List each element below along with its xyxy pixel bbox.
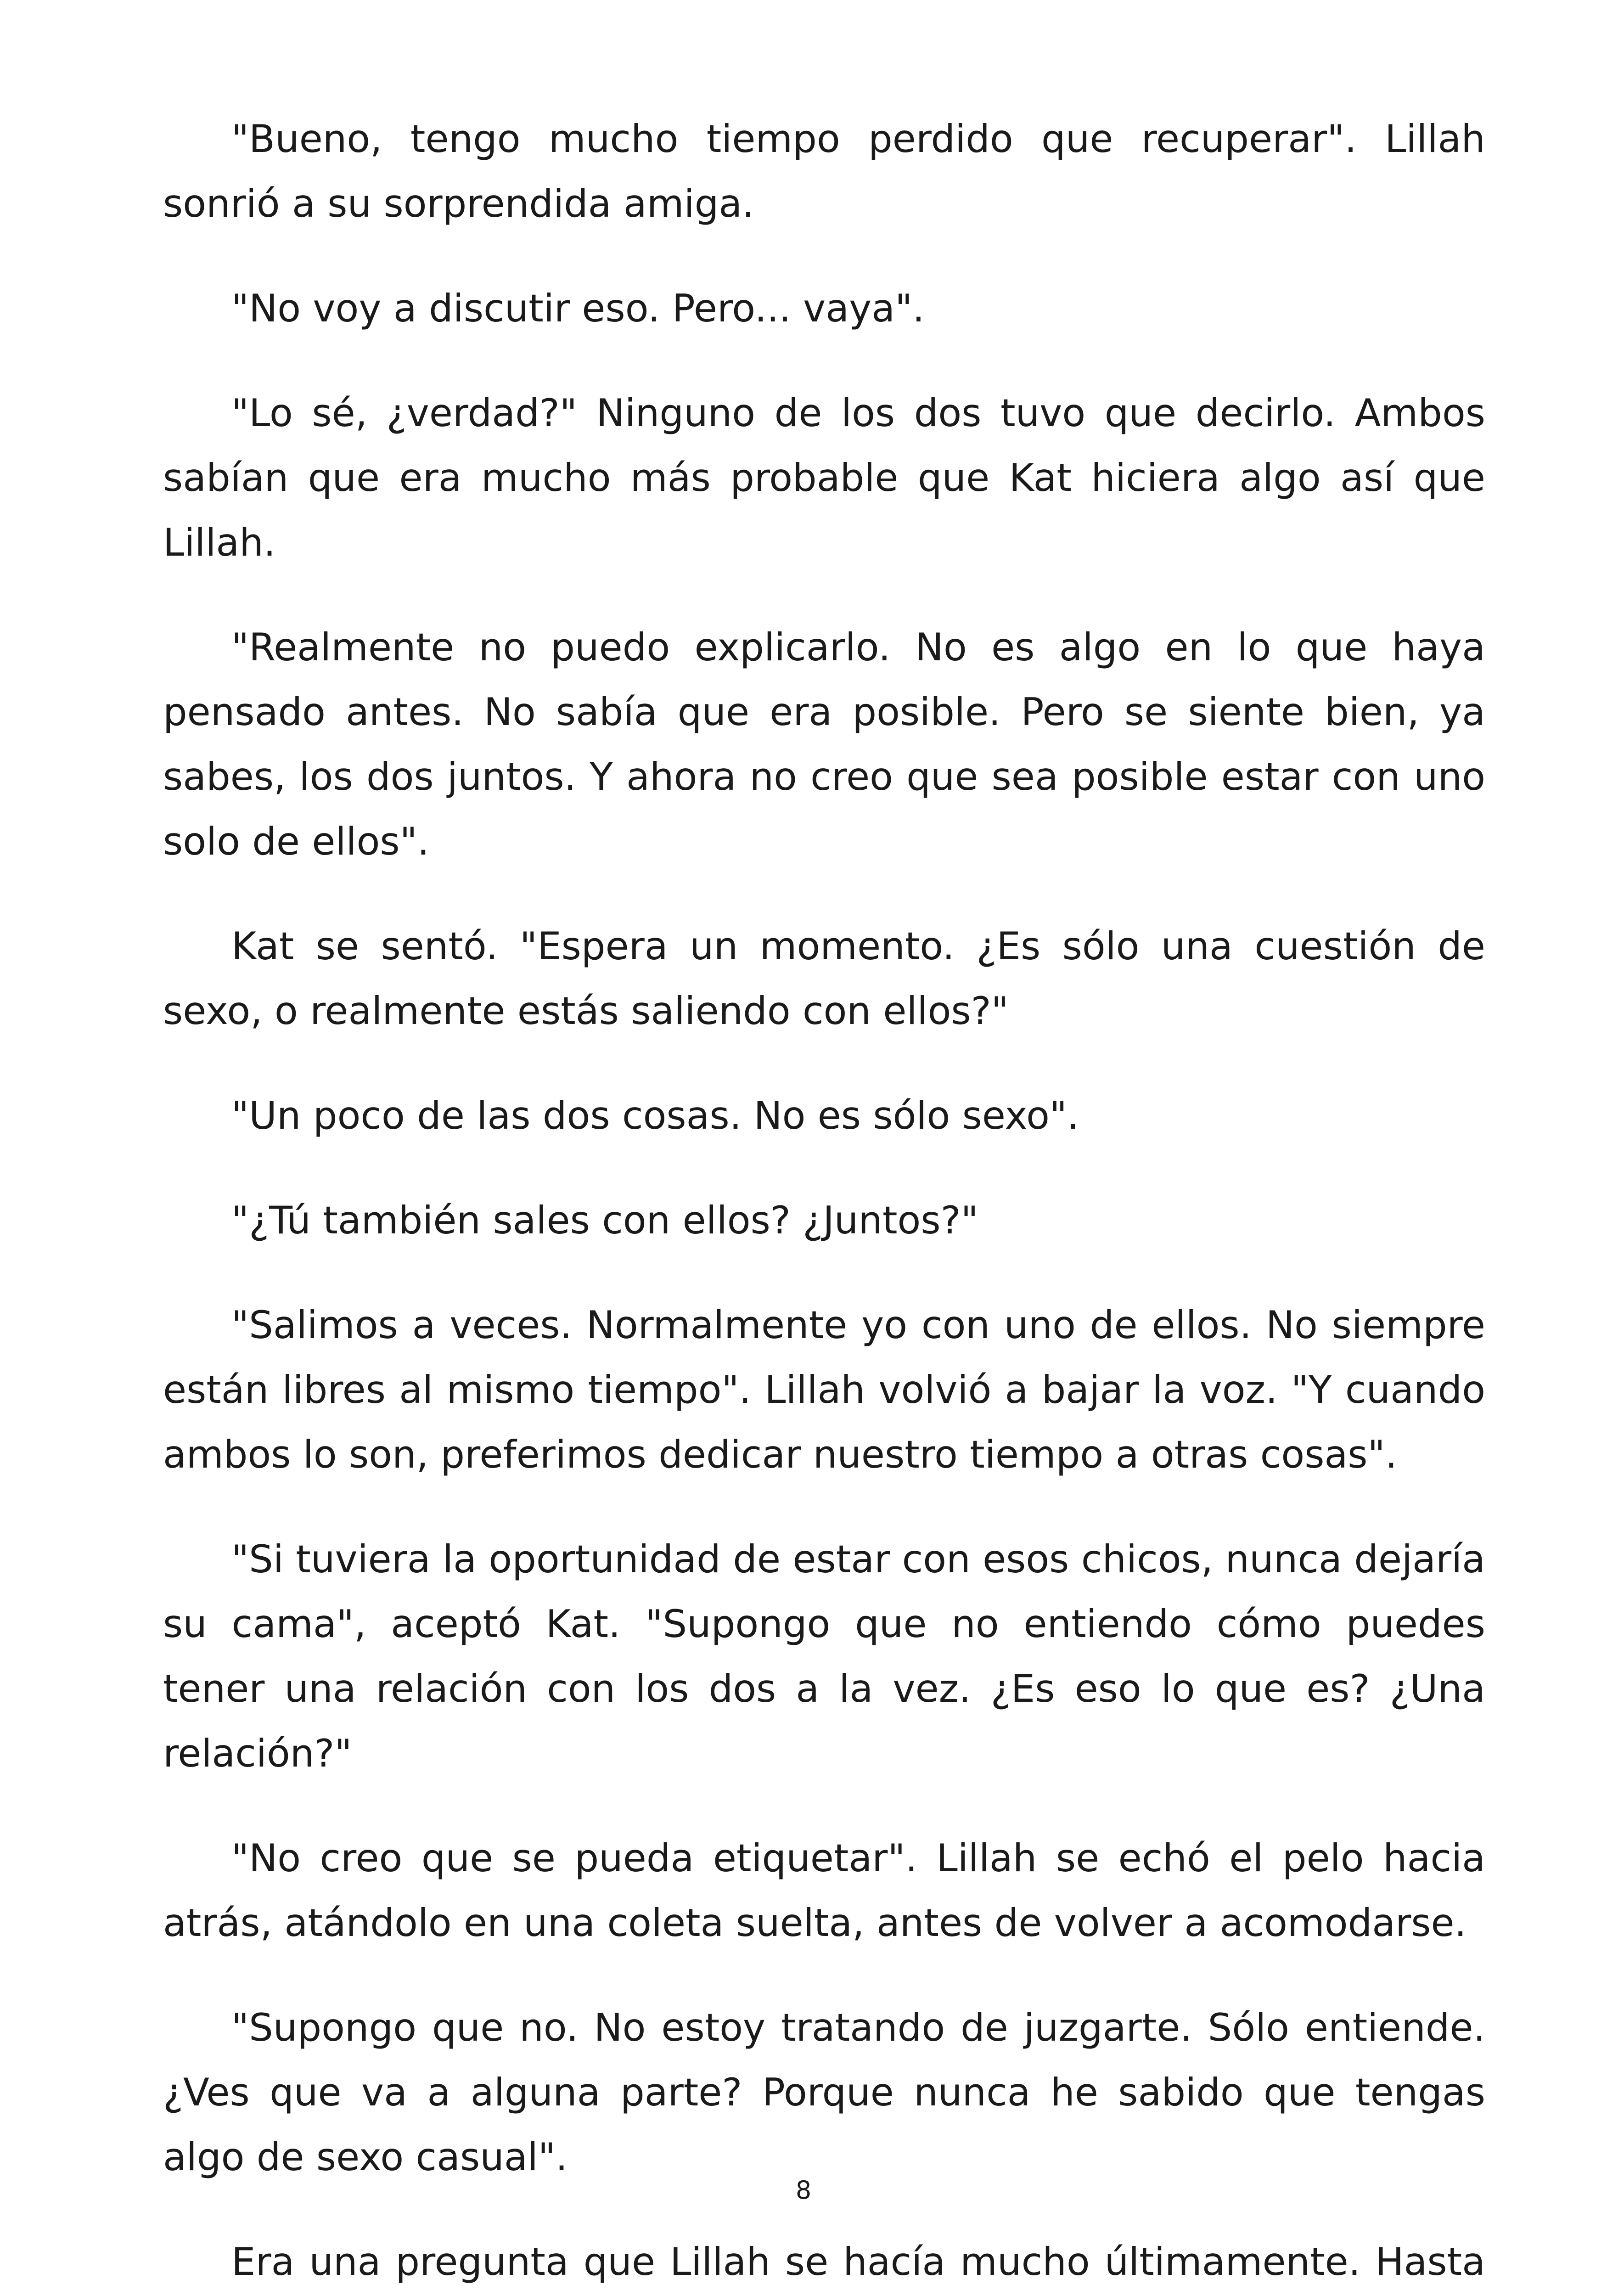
paragraph: "Salimos a veces. Normalmente yo con uno de ellos. No siempre están libres al mismo tiempo". Lillah volvió a bajar la voz. "Y cuando ambos lo son, preferimos dedicar nuestro tiempo a otras cosas". <box>163 1303 1485 1477</box>
paragraph: "No creo que se pueda etiquetar". Lillah se echó el pelo hacia atrás, atándolo en una coleta suelta, antes de volver a acomodarse. <box>163 1836 1485 1945</box>
paragraph: "Un poco de las dos cosas. No es sólo sexo". <box>231 1093 1079 1138</box>
page-number: 8 <box>795 2176 812 2205</box>
paragraph: "No voy a discutir eso. Pero... vaya". <box>231 286 925 331</box>
paragraph: "Si tuviera la oportunidad de estar con esos chicos, nunca dejaría su cama", aceptó Kat. "Supongo que no entiendo cómo puedes tener una relación con los dos a la vez. ¿Es eso lo que es? ¿Una relación?" <box>163 1537 1485 1776</box>
paragraph: "Realmente no puedo explicarlo. No es algo en lo que haya pensado antes. No sabía que era posible. Pero se siente bien, ya sabes, los dos juntos. Y ahora no creo que sea posible estar con uno solo de ellos". <box>163 625 1485 864</box>
paragraph: Era una pregunta que Lillah se hacía mucho últimamente. Hasta <box>231 2240 1485 2284</box>
paragraph: "Supongo que no. No estoy tratando de juzgarte. Sólo entiende. ¿Ves que va a alguna parte? Porque nunca he sabido que tengas algo de sexo casual". <box>163 2005 1485 2179</box>
paragraph: Kat se sentó. "Espera un momento. ¿Es sólo una cuestión de sexo, o realmente estás saliendo con ellos?" <box>163 924 1485 1033</box>
paragraph: "Bueno, tengo mucho tiempo perdido que recuperar". Lillah sonrió a su sorprendida amiga. <box>163 117 1485 226</box>
body-text <box>163 107 1485 2296</box>
paragraph: "Lo sé, ¿verdad?" Ninguno de los dos tuvo que decirlo. Ambos sabían que era mucho más probable que Kat hiciera algo así que Lillah. <box>163 391 1485 565</box>
paragraph: "¿Tú también sales con ellos? ¿Juntos?" <box>231 1198 978 1243</box>
